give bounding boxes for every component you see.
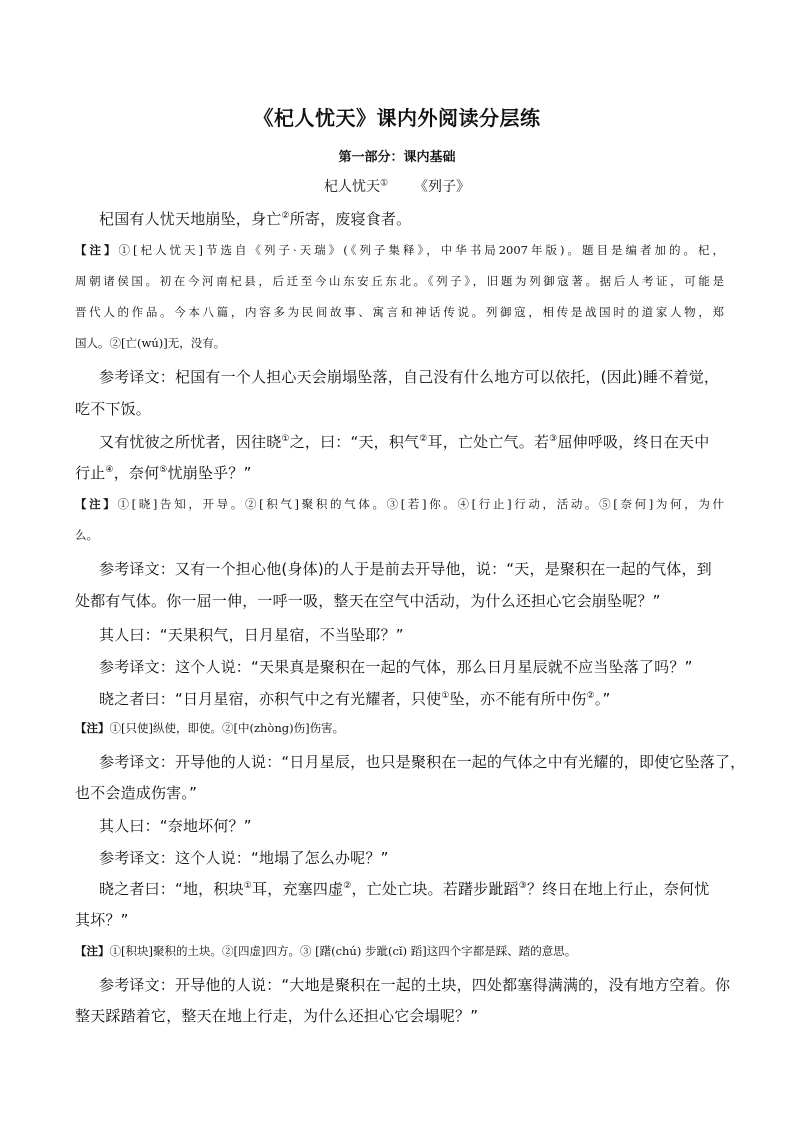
translation-line: 参考译文：这个人说：“地塌了怎么办呢？” (99, 849, 389, 867)
translation-line: 吃不下饭。 (75, 400, 152, 418)
annotation-tag: 【注】 (75, 944, 110, 958)
annotation-line: 【注】①[晓]告知，开导。②[积气]聚积的气体。③[若]你。④[行止]行动，活动。⑤[奈何]为何，为什 (75, 497, 724, 511)
original-text-line: 又有忧彼之所忧者，因往晓①之，曰：“天，积气②耳，亡处亡气。若③屈伸呼吸，终日在天中 (99, 433, 710, 451)
original-text-line: 其人曰：“天果积气，日月星宿，不当坠耶？” (99, 626, 404, 644)
original-text-line: 杞国有人忧天地崩坠，身亡②所寄，废寝食者。 (99, 210, 412, 228)
document-title: 《杞人忧天》课内外阅读分层练 (253, 106, 541, 130)
original-text-line: 其坏？” (75, 911, 129, 929)
translation-line: 参考译文：又有一个担心他(身体)的人于是前去开导他，说：“天，是聚积在一起的气体，到 (99, 560, 712, 578)
annotation-tag: 【注】 (75, 721, 110, 735)
original-text-line: 其人曰：“奈地坏何？” (99, 817, 252, 835)
original-text-line: 晓之者曰：“地，积块①耳，充塞四虚②，亡处亡块。若躇步跐蹈③？终日在地上行止，奈何忧 (99, 880, 710, 898)
translation-line: 处都有气体。你一屈一伸，一呼一吸，整天在空气中活动，为什么还担心它会崩坠呢？” (75, 592, 661, 610)
annotation-tag: 【注】 (75, 497, 118, 511)
subtitle-name: 杞人忧天 (323, 179, 380, 195)
text-subtitle (0, 176, 794, 196)
subtitle-source: 《列子》 (414, 179, 471, 195)
subtitle-footnote-mark: ① (379, 178, 389, 189)
annotation-line: 么。 (75, 528, 98, 542)
annotation-line: 国人。②[亡(wú)]无，没有。 (75, 336, 226, 350)
translation-line: 也不会造成伤害。” (75, 784, 198, 802)
translation-line: 整天踩踏着它，整天在地上行走，为什么还担心它会塌呢？” (75, 1007, 479, 1025)
translation-line: 参考译文：杞国有一个人担心天会崩塌坠落，自己没有什么地方可以依托，(因此)睡不着觉， (99, 368, 720, 386)
original-text-line: 行止④，奈何⑤忧崩坠乎？” (75, 464, 252, 482)
annotation-line: 晋代人的作品。今本八篇，内容多为民间故事、寓言和神话传说。列御寇，相传是战国时的道家人物，郑 (75, 305, 724, 319)
section-heading: 第一部分：课内基础 (338, 150, 456, 165)
translation-line: 参考译文：开导他的人说：“大地是聚积在一起的土块，四处都塞得满满的，没有地方空着。你 (99, 976, 731, 994)
original-text-line: 晓之者曰：“日月星宿，亦积气中之有光耀者，只使①坠，亦不能有所中伤②。” (99, 690, 611, 708)
annotation-line: 周朝诸侯国。初在今河南杞县，后迁至今山东安丘东北。《列子》，旧题为列御寇著。据后人考证，可能是 (75, 274, 724, 288)
annotation-line: 【注】①[积块]聚积的土块。②[四虚]四方。③ [躇(chú) 步跐(cǐ) 蹈]这四个字都是踩、踏的意思。 (75, 944, 577, 958)
translation-line: 参考译文：开导他的人说：“日月星辰，也只是聚积在一起的气体之中有光耀的，即使它坠落了， (99, 753, 746, 771)
annotation-tag: 【注】 (75, 243, 119, 257)
annotation-line: 【注】①[只使]纵使，即使。②[中(zhòng)伤]伤害。 (75, 721, 345, 735)
annotation-line: 【注】①[杞人忧天]节选自《列子·天瑞》(《列子集释》，中华书局2007年版)。题目是编者加的。杞， (75, 243, 724, 257)
translation-line: 参考译文：这个人说：“天果真是聚积在一起的气体，那么日月星辰就不应当坠落了吗？” (99, 658, 693, 676)
